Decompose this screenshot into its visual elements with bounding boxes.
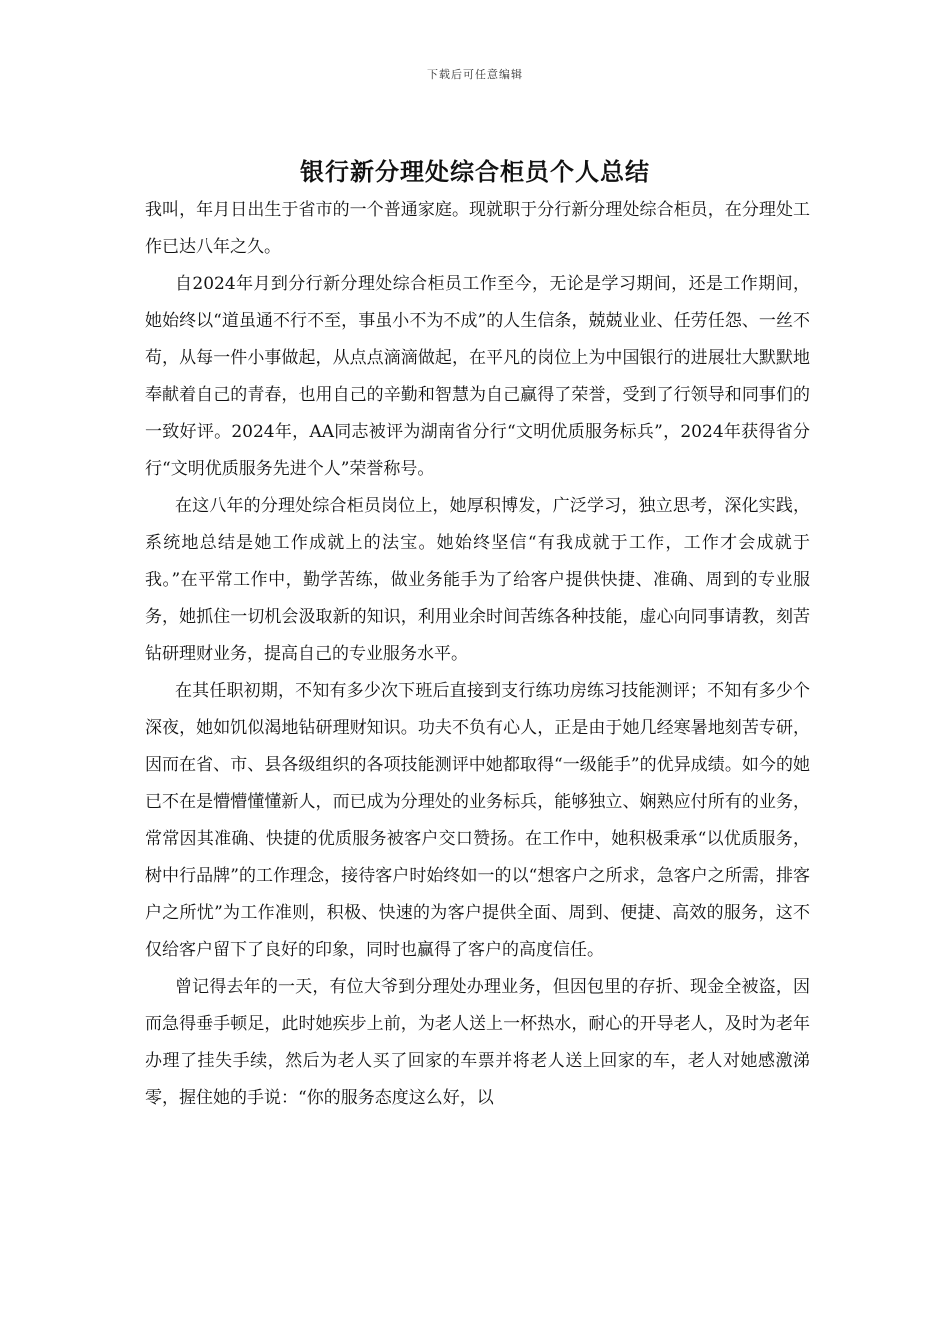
paragraph-1: 我叫，年月日出生于省市的一个普通家庭。现就职于分行新分理处综合柜员，在分理处工作已达八年之久。 xyxy=(145,200,810,257)
paragraph-3: 在这八年的分理处综合柜员岗位上，她厚积博发，广泛学习，独立思考，深化实践，系统地总结是她工作成就上的法宝。她始终坚信“有我成就于工作，工作才会成就于我。”在平常工作中，勤学苦练，做业务能手为了给客户提供快捷、准确、周到的专业服务，她抓住一切机会汲取新的知识，利用业余时间苦练各种技能，虚心向同事请教，刻苦钻研理财业务，提高自己的专业服务水平。 xyxy=(145,496,810,664)
document-body xyxy=(145,192,810,1117)
header-note: 下载后可任意编辑 xyxy=(427,68,523,81)
paragraph-5: 曾记得去年的一天，有位大爷到分理处办理业务，但因包里的存折、现金全被盗，因而急得垂手顿足，此时她疾步上前，为老人送上一杯热水，耐心的开导老人，及时为老年办理了挂失手续，然后为老人买了回家的车票并将老人送上回家的车，老人对她感激涕零，握住她的手说：“你的服务态度这么好，以 xyxy=(145,977,810,1108)
paragraph-2: 自2024年月到分行新分理处综合柜员工作至今，无论是学习期间，还是工作期间，她始终以“道虽通不行不至，事虽小不为不成”的人生信条，兢兢业业、任劳任怨、一丝不苟，从每一件小事做起，从点点滴滴做起，在平凡的岗位上为中国银行的进展壮大默默地奉献着自己的青春，也用自己的辛勤和智慧为自己赢得了荣誉，受到了行领导和同事们的一致好评。2024年，AA同志被评为湖南省分行“文明优质服务标兵”，2024年获得省分行“文明优质服务先进个人”荣誉称号。 xyxy=(145,274,810,479)
document-title: 银行新分理处综合柜员个人总结 xyxy=(300,157,650,186)
paragraph-4: 在其任职初期，不知有多少次下班后直接到支行练功房练习技能测评；不知有多少个深夜，她如饥似渴地钻研理财知识。功夫不负有心人，正是由于她几经寒暑地刻苦专研，因而在省、市、县各级组织的各项技能测评中她都取得“一级能手”的优异成绩。如今的她已不在是懵懵懂懂新人，而已成为分理处的业务标兵，能够独立、娴熟应付所有的业务，常常因其准确、快捷的优质服务被客户交口赞扬。在工作中，她积极秉承“以优质服务，树中行品牌”的工作理念，接待客户时始终如一的以“想客户之所求，急客户之所需，排客户之所忧”为工作准则，积极、快速的为客户提供全面、周到、便捷、高效的服务，这不仅给客户留下了良好的印象，同时也赢得了客户的高度信任。 xyxy=(145,681,810,960)
